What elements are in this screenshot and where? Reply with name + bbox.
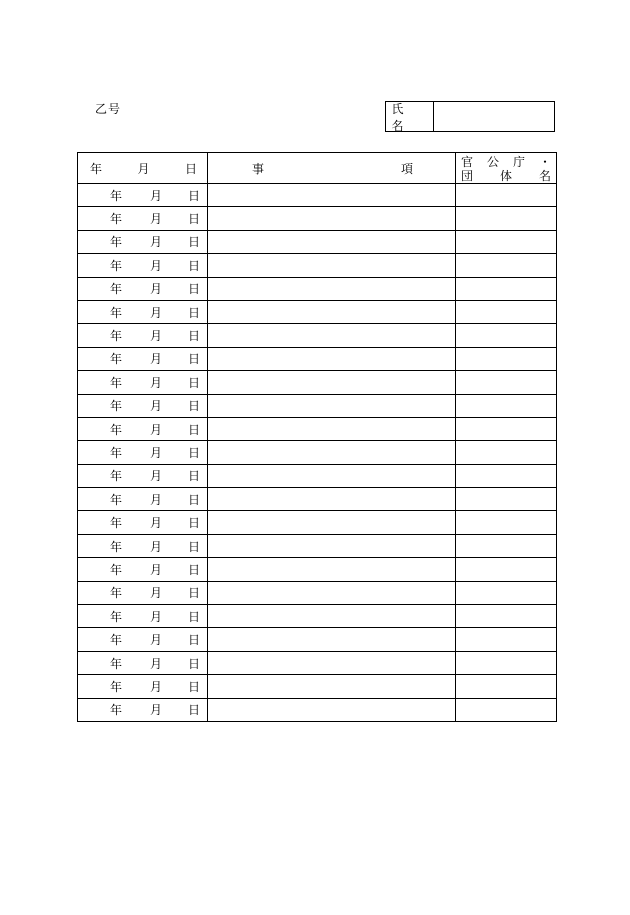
table-row <box>78 184 557 207</box>
agency-cell[interactable] <box>456 417 557 440</box>
date-month-label: 月 <box>149 609 162 624</box>
date-day-label: 日 <box>187 656 200 671</box>
table-row <box>78 464 557 487</box>
table-row <box>78 675 557 698</box>
date-month-label: 月 <box>149 633 162 648</box>
date-month-label: 月 <box>149 282 162 297</box>
date-cell[interactable] <box>78 581 208 604</box>
name-box <box>385 101 555 132</box>
date-day-label: 日 <box>187 469 200 484</box>
date-cell[interactable] <box>78 675 208 698</box>
date-cell[interactable] <box>78 300 208 323</box>
history-table <box>77 152 557 722</box>
date-day-label: 日 <box>187 516 200 531</box>
date-day-label: 日 <box>187 633 200 648</box>
matter-cell[interactable] <box>208 534 456 557</box>
matter-cell[interactable] <box>208 394 456 417</box>
date-year-label: 年 <box>109 633 122 648</box>
date-cell[interactable] <box>78 651 208 674</box>
table-row <box>78 230 557 253</box>
date-month-label: 月 <box>149 329 162 344</box>
agency-cell[interactable] <box>456 488 557 511</box>
date-year-label: 年 <box>109 562 122 577</box>
agency-cell[interactable] <box>456 605 557 628</box>
matter-cell[interactable] <box>208 628 456 651</box>
date-day-label: 日 <box>187 375 200 390</box>
date-month-label: 月 <box>149 375 162 390</box>
name-field[interactable] <box>434 102 554 131</box>
agency-cell[interactable] <box>456 184 557 207</box>
date-year-label: 年 <box>109 352 122 367</box>
date-month-label: 月 <box>149 399 162 414</box>
date-month-label: 月 <box>149 352 162 367</box>
date-month-label: 月 <box>149 562 162 577</box>
date-cell[interactable] <box>78 488 208 511</box>
header-agency-c3: 庁 <box>512 154 525 169</box>
matter-cell[interactable] <box>208 558 456 581</box>
date-day-label: 日 <box>187 562 200 577</box>
date-cell[interactable] <box>78 394 208 417</box>
date-cell[interactable] <box>78 511 208 534</box>
date-year-label: 年 <box>109 188 122 203</box>
table-row <box>78 207 557 230</box>
date-cell[interactable] <box>78 207 208 230</box>
matter-cell[interactable] <box>208 675 456 698</box>
date-cell[interactable] <box>78 698 208 721</box>
matter-cell[interactable] <box>208 698 456 721</box>
date-day-label: 日 <box>187 258 200 273</box>
date-day-label: 日 <box>187 235 200 250</box>
header-row <box>78 153 557 184</box>
date-cell[interactable] <box>78 464 208 487</box>
table-row <box>78 698 557 721</box>
header-agency-c5: 団 <box>461 168 474 183</box>
date-month-label: 月 <box>149 469 162 484</box>
matter-cell[interactable] <box>208 347 456 370</box>
header-matter <box>208 153 456 184</box>
agency-cell[interactable] <box>456 675 557 698</box>
date-day-label: 日 <box>187 305 200 320</box>
date-day-label: 日 <box>187 492 200 507</box>
date-cell[interactable] <box>78 558 208 581</box>
date-day-label: 日 <box>187 352 200 367</box>
date-year-label: 年 <box>109 399 122 414</box>
matter-cell[interactable] <box>208 511 456 534</box>
date-cell[interactable] <box>78 324 208 347</box>
header-agency-c6: 体 <box>499 168 512 183</box>
date-day-label: 日 <box>187 703 200 718</box>
date-year-label: 年 <box>109 469 122 484</box>
date-month-label: 月 <box>149 212 162 227</box>
header-agency-c7: 名 <box>538 168 551 183</box>
date-year-label: 年 <box>109 375 122 390</box>
matter-cell[interactable] <box>208 605 456 628</box>
header-agency-c2: 公 <box>486 154 499 169</box>
agency-cell[interactable] <box>456 347 557 370</box>
date-month-label: 月 <box>149 492 162 507</box>
matter-cell[interactable] <box>208 324 456 347</box>
date-month-label: 月 <box>149 422 162 437</box>
agency-cell[interactable] <box>456 558 557 581</box>
date-day-label: 日 <box>187 212 200 227</box>
matter-cell[interactable] <box>208 254 456 277</box>
table-row <box>78 371 557 394</box>
table-row <box>78 628 557 651</box>
agency-cell[interactable] <box>456 300 557 323</box>
date-year-label: 年 <box>109 656 122 671</box>
agency-cell[interactable] <box>456 230 557 253</box>
agency-cell[interactable] <box>456 394 557 417</box>
date-year-label: 年 <box>109 212 122 227</box>
date-day-label: 日 <box>187 329 200 344</box>
header-agency <box>456 153 557 184</box>
date-year-label: 年 <box>109 235 122 250</box>
agency-cell[interactable] <box>456 324 557 347</box>
table-row <box>78 511 557 534</box>
date-day-label: 日 <box>187 188 200 203</box>
matter-cell[interactable] <box>208 207 456 230</box>
matter-cell[interactable] <box>208 651 456 674</box>
header-agency-c4: ・ <box>538 154 551 169</box>
date-month-label: 月 <box>149 539 162 554</box>
date-cell[interactable] <box>78 230 208 253</box>
agency-cell[interactable] <box>456 207 557 230</box>
matter-cell[interactable] <box>208 184 456 207</box>
date-cell[interactable] <box>78 371 208 394</box>
table-row <box>78 300 557 323</box>
agency-cell[interactable] <box>456 371 557 394</box>
date-cell[interactable] <box>78 534 208 557</box>
agency-cell[interactable] <box>456 534 557 557</box>
header-date-year: 年 <box>90 161 103 176</box>
table-row <box>78 605 557 628</box>
matter-cell[interactable] <box>208 441 456 464</box>
date-day-label: 日 <box>187 282 200 297</box>
agency-cell[interactable] <box>456 254 557 277</box>
date-cell[interactable] <box>78 184 208 207</box>
date-day-label: 日 <box>187 679 200 694</box>
date-year-label: 年 <box>109 422 122 437</box>
date-year-label: 年 <box>109 539 122 554</box>
table-row <box>78 254 557 277</box>
header-date-month: 月 <box>137 161 150 176</box>
header-date <box>78 153 208 184</box>
agency-cell[interactable] <box>456 628 557 651</box>
agency-cell[interactable] <box>456 441 557 464</box>
date-year-label: 年 <box>109 516 122 531</box>
date-year-label: 年 <box>109 305 122 320</box>
matter-cell[interactable] <box>208 277 456 300</box>
date-day-label: 日 <box>187 399 200 414</box>
agency-cell[interactable] <box>456 698 557 721</box>
date-cell[interactable] <box>78 605 208 628</box>
date-year-label: 年 <box>109 445 122 460</box>
table-row <box>78 277 557 300</box>
table-row <box>78 324 557 347</box>
date-cell[interactable] <box>78 628 208 651</box>
date-month-label: 月 <box>149 258 162 273</box>
agency-cell[interactable] <box>456 511 557 534</box>
header-agency-c1: 官 <box>461 154 474 169</box>
date-month-label: 月 <box>149 656 162 671</box>
date-day-label: 日 <box>187 539 200 554</box>
date-year-label: 年 <box>109 586 122 601</box>
matter-cell[interactable] <box>208 300 456 323</box>
date-month-label: 月 <box>149 445 162 460</box>
date-month-label: 月 <box>149 516 162 531</box>
agency-cell[interactable] <box>456 277 557 300</box>
matter-cell[interactable] <box>208 230 456 253</box>
table-row <box>78 417 557 440</box>
date-cell[interactable] <box>78 441 208 464</box>
header-matter-1: 事 <box>252 161 265 176</box>
matter-cell[interactable] <box>208 371 456 394</box>
date-day-label: 日 <box>187 586 200 601</box>
table-row <box>78 347 557 370</box>
table-row <box>78 651 557 674</box>
table-row <box>78 558 557 581</box>
matter-cell[interactable] <box>208 417 456 440</box>
date-year-label: 年 <box>109 492 122 507</box>
date-month-label: 月 <box>149 235 162 250</box>
date-year-label: 年 <box>109 703 122 718</box>
date-month-label: 月 <box>149 679 162 694</box>
date-day-label: 日 <box>187 609 200 624</box>
date-cell[interactable] <box>78 254 208 277</box>
date-cell[interactable] <box>78 277 208 300</box>
date-cell[interactable] <box>78 417 208 440</box>
date-day-label: 日 <box>187 445 200 460</box>
matter-cell[interactable] <box>208 488 456 511</box>
date-month-label: 月 <box>149 586 162 601</box>
date-year-label: 年 <box>109 679 122 694</box>
date-day-label: 日 <box>187 422 200 437</box>
agency-cell[interactable] <box>456 651 557 674</box>
date-year-label: 年 <box>109 258 122 273</box>
header-matter-2: 項 <box>400 161 413 176</box>
header-date-day: 日 <box>184 161 197 176</box>
form-code: 乙号 <box>95 102 122 116</box>
table-row <box>78 441 557 464</box>
table-row <box>78 394 557 417</box>
date-year-label: 年 <box>109 329 122 344</box>
name-label: 氏 名 <box>386 102 434 131</box>
table-row <box>78 581 557 604</box>
table-row <box>78 534 557 557</box>
date-cell[interactable] <box>78 347 208 370</box>
date-month-label: 月 <box>149 703 162 718</box>
table-row <box>78 488 557 511</box>
matter-cell[interactable] <box>208 464 456 487</box>
agency-cell[interactable] <box>456 581 557 604</box>
date-month-label: 月 <box>149 188 162 203</box>
date-year-label: 年 <box>109 282 122 297</box>
matter-cell[interactable] <box>208 581 456 604</box>
agency-cell[interactable] <box>456 464 557 487</box>
date-year-label: 年 <box>109 609 122 624</box>
date-month-label: 月 <box>149 305 162 320</box>
